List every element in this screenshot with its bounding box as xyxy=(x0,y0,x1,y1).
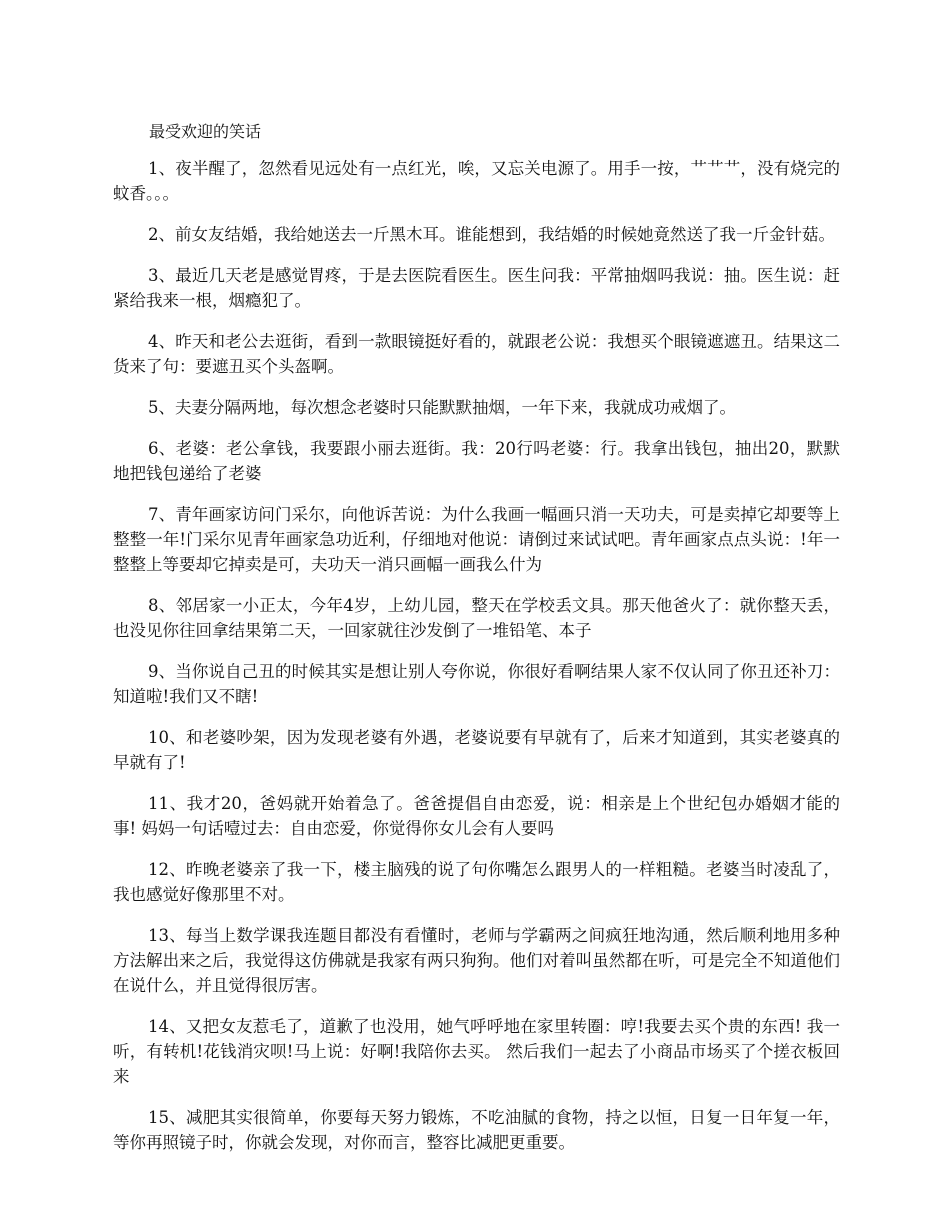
joke-paragraph-8: 8、邻居家一小正太，今年4岁，上幼儿园，整天在学校丢文具。那天他爸火了：就你整天丢，也没见你往回拿结果第二天，一回家就往沙发倒了一堆铅笔、本子 xyxy=(113,596,840,640)
joke-paragraph-7: 7、青年画家访问门采尔，向他诉苦说：为什么我画一幅画只消一天功夫，可是卖掉它却要等上整整一年!门采尔见青年画家急功近利，仔细地对他说：请倒过来试试吧。青年画家点点头说：!年一整整上等要却它掉卖是可，夫功天一消只画幅一画我么什为 xyxy=(113,505,840,574)
joke-paragraph-15: 15、减肥其实很简单，你要每天努力锻炼，不吃油腻的食物，持之以恒，日复一日年复一年，等你再照镜子时，你就会发现，对你而言，整容比减肥更重要。 xyxy=(113,1108,840,1152)
document-page xyxy=(113,118,840,1171)
joke-paragraph-4: 4、昨天和老公去逛街，看到一款眼镜挺好看的，就跟老公说：我想买个眼镜遮遮丑。结果这二货来了句：要遮丑买个头盔啊。 xyxy=(113,332,840,376)
joke-paragraph-5: 5、夫妻分隔两地，每次想念老婆时只能默默抽烟，一年下来，我就成功戒烟了。 xyxy=(148,398,736,417)
joke-paragraph-12: 12、昨晚老婆亲了我一下，楼主脑残的说了句你嘴怎么跟男人的一样粗糙。老婆当时凌乱了，我也感觉好像那里不对。 xyxy=(113,860,840,904)
joke-paragraph-11: 11、我才20，爸妈就开始着急了。爸爸提倡自由恋爱，说：相亲是上个世纪包办婚姻才能的事! 妈妈一句话噎过去：自由恋爱，你觉得你女儿会有人要吗 xyxy=(113,794,840,838)
joke-paragraph-2: 2、前女友结婚，我给她送去一斤黑木耳。谁能想到，我结婚的时候她竟然送了我一斤金针菇。 xyxy=(148,225,835,244)
joke-paragraph-3: 3、最近几天老是感觉胃疼，于是去医院看医生。医生问我：平常抽烟吗我说：抽。医生说：赶紧给我来一根，烟瘾犯了。 xyxy=(113,266,840,310)
joke-paragraph-9: 9、当你说自己丑的时候其实是想让别人夸你说，你很好看啊结果人家不仅认同了你丑还补刀：知道啦!我们又不瞎! xyxy=(113,662,840,706)
joke-paragraph-13: 13、每当上数学课我连题目都没有看懂时，老师与学霸两之间疯狂地沟通，然后顺利地用多种方法解出来之后，我觉得这仿佛就是我家有两只狗狗。他们对着叫虽然都在听，可是完全不知道他们在说什么，并且觉得很厉害。 xyxy=(113,926,840,995)
joke-paragraph-6: 6、老婆：老公拿钱，我要跟小丽去逛街。我：20行吗老婆：行。我拿出钱包，抽出20，默默地把钱包递给了老婆 xyxy=(113,439,840,483)
joke-paragraph-1: 1、夜半醒了，忽然看见远处有一点红光，唉，又忘关电源了。用手一按，艹艹艹，没有烧完的蚊香。。。 xyxy=(113,159,840,203)
document-title: 最受欢迎的笑话 xyxy=(149,122,262,141)
joke-paragraph-10: 10、和老婆吵架，因为发现老婆有外遇，老婆说要有早就有了，后来才知道到，其实老婆真的早就有了! xyxy=(113,728,840,772)
joke-paragraph-14: 14、又把女友惹毛了，道歉了也没用，她气呼呼地在家里转圈：哼!我要去买个贵的东西! 我一听，有转机!花钱消灾呗!马上说：好啊!我陪你去买。 然后我们一起去了小商品市场买了个搓衣板回来 xyxy=(113,1017,840,1086)
